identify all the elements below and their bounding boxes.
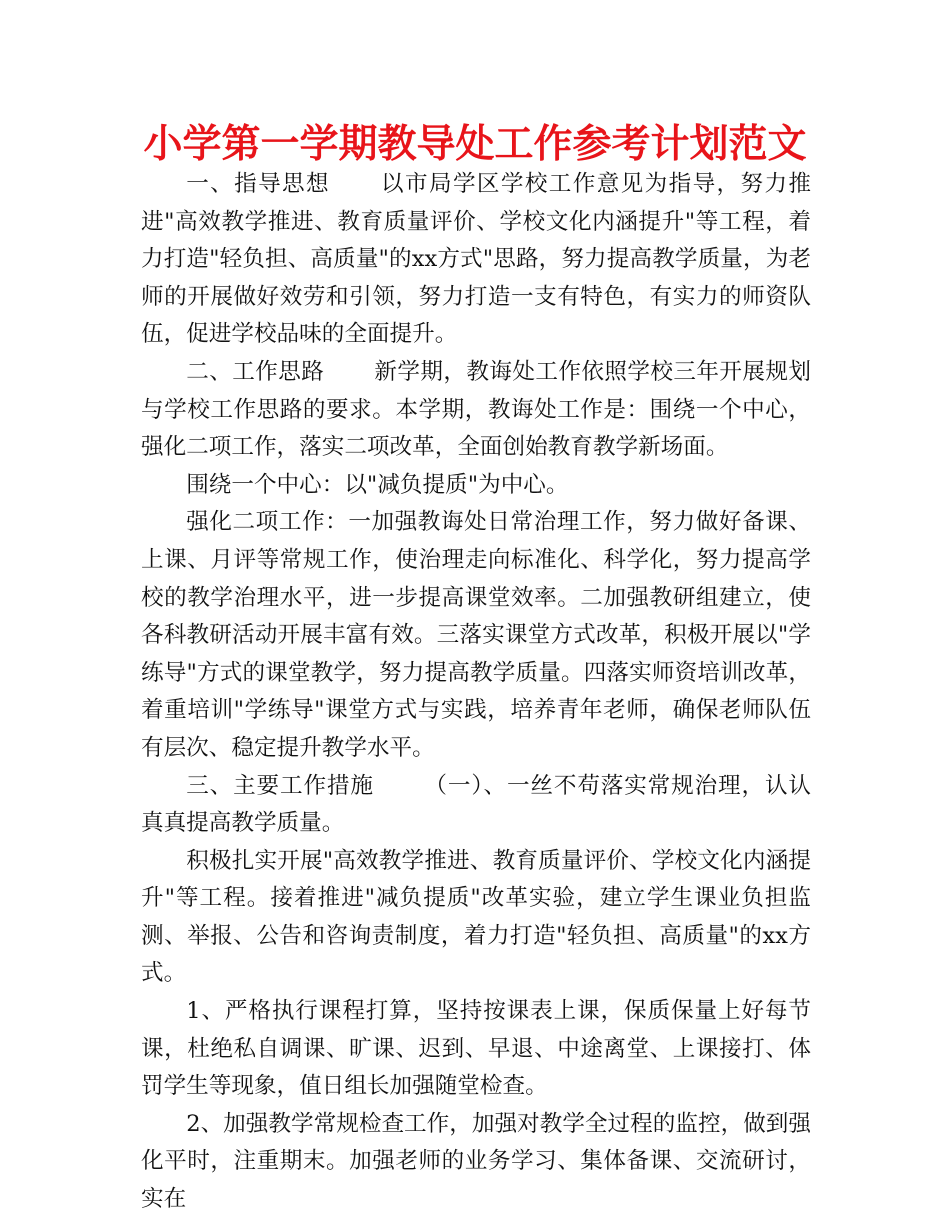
paragraph-two-tasks [141,504,811,767]
paragraph-main-measures [141,768,811,843]
paragraph-text: 2、加强教学常规检查工作，加强对教学全过程的监控，做到强化平时，注重期末。加强老师的业务学习、集体备课、交流研讨，实在 [141,1110,811,1213]
document-body [141,166,811,1219]
paragraph-text: 新学期，教诲处工作依照学校三年开展规划与学校工作思路的要求。本学期，教诲处工作是：围绕一个中心，强化二项工作，落实二项改革，全面创始教育教学新场面。 [141,358,812,461]
paragraph-item-2 [141,1106,811,1219]
paragraph-text: 1、严格执行课程打算，坚持按课表上课，保质保量上好每节课，杜绝私自调课、旷课、迟到、早退、中途离堂、上课接打、体罚学生等现象，值日组长加强随堂检查。 [141,998,811,1100]
paragraph-projects [141,843,811,993]
section-heading-main-measures: 三、主要工作措施 [186,772,374,799]
paragraph-one-center [141,467,811,505]
paragraph-work-approach [141,354,811,467]
document-title: 小学第一学期教导处工作参考计划范文 [143,122,807,167]
section-heading-guiding-thought: 一、指导思想 [186,171,330,197]
paragraph-text: 强化二项工作：一加强教诲处日常治理工作，努力做好备课、上课、月评等常规工作，使治理走向标准化、科学化，努力提高学校的教学治理水平，进一步提高课堂效率。二加强教研组建立，使各科教研活动开展丰富有效。三落实课堂方式改革，积极开展以"学练导"方式的课堂教学，努力提高教学质量。四落实师资培训改革，着重培训"学练导"课堂方式与实践，培养青年老师，确保老师队伍有层次、稳定提升教学水平。 [141,509,811,761]
paragraph-text: （一）、一丝不苟落实常规治理，认认真真提高教学质量。 [141,772,812,837]
paragraph-text: 以市局学区学校工作意见为指导，努力推进"高效教学推进、教育质量评价、学校文化内涵提升"等工程，着力打造"轻负担、高质量"的xx方式"思路，努力提高教学质量，为老师的开展做好效劳和引领，努力打造一支有特色，有实力的师资队伍，促进学校品味的全面提升。 [141,171,812,348]
section-heading-work-approach: 二、工作思路 [186,358,325,385]
paragraph-guiding-thought [141,166,811,354]
paragraph-text: 围绕一个中心：以"减负提质"为中心。 [186,471,569,498]
paragraph-item-1 [141,993,811,1106]
paragraph-text: 积极扎实开展"高效教学推进、教育质量评价、学校文化内涵提升"等工程。接着推进"减负提质"改革实验，建立学生课业负担监测、举报、公告和咨询责制度，着力打造"轻负担、高质量"的xx方式。 [141,847,811,987]
